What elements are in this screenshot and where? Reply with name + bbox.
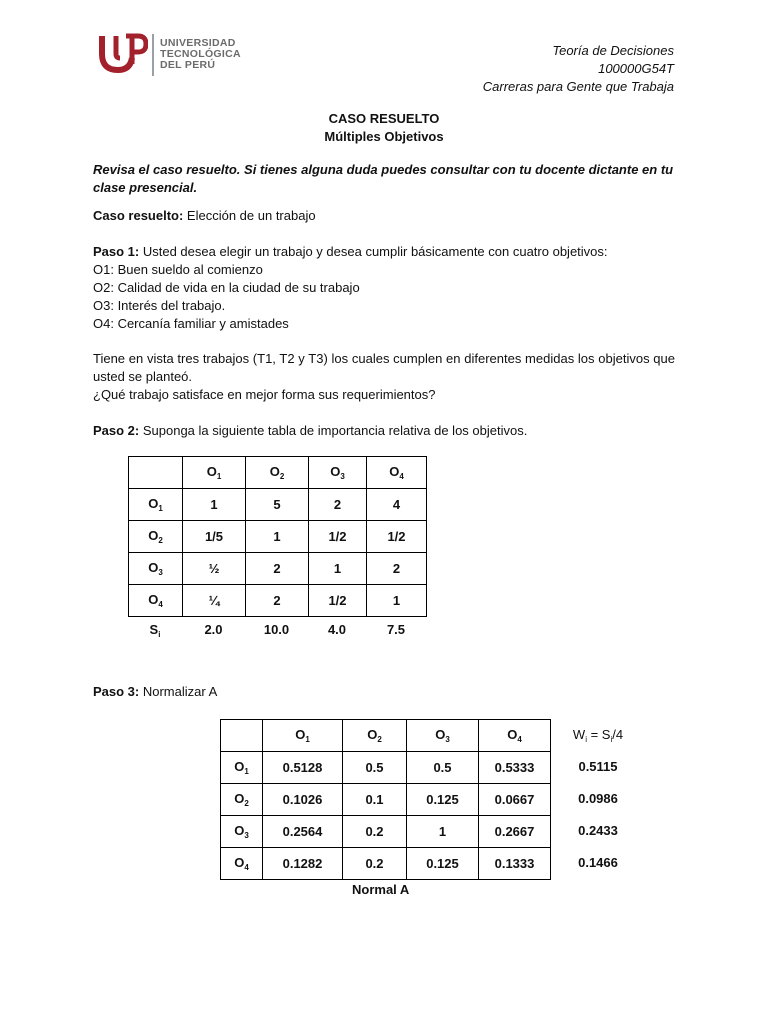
- table-cell: 2: [309, 489, 367, 521]
- course-code: 100000G54T: [598, 61, 674, 76]
- sum-value: 10.0: [263, 622, 290, 637]
- table-cell: ¼: [183, 585, 246, 617]
- table-cell: 0.125: [407, 784, 479, 816]
- step2-line: [93, 422, 675, 440]
- table-corner-cell: [129, 457, 183, 489]
- col-header: $O_2$: [343, 720, 407, 752]
- table-cell: 1/2: [309, 585, 367, 617]
- utp-logo: [90, 22, 260, 86]
- step2-label: Paso 2:: [93, 423, 140, 438]
- table-cell: 1/2: [309, 521, 367, 553]
- sum-value: 4.0: [327, 622, 347, 637]
- sum-value: 7.5: [386, 622, 406, 637]
- case-line: [93, 207, 675, 225]
- col-header: $O_1$: [183, 457, 246, 489]
- step2-text: Suponga la siguiente tabla de importancia relativa de los objetivos.: [139, 423, 528, 438]
- case-text: Elección de un trabajo: [183, 208, 316, 223]
- doc-title: CASO RESUELTO: [328, 111, 440, 126]
- step1-label: Paso 1:: [93, 244, 140, 259]
- weights-header: $W_i = S_i/4$: [572, 727, 624, 744]
- table-cell: 0.1: [343, 784, 407, 816]
- objective-4: O4: Cercanía familiar y amistades: [93, 316, 289, 331]
- table-cell: 2: [367, 553, 427, 585]
- university-name: UNIVERSIDAD TECNOLÓGICA DEL PERÚ: [160, 37, 241, 71]
- table-row: [221, 784, 551, 816]
- table-row: [221, 848, 551, 880]
- table-row: [221, 752, 551, 784]
- table-cell: 0.2667: [479, 816, 551, 848]
- row-header: $O_3$: [129, 553, 183, 585]
- table-row: [129, 489, 427, 521]
- sum-label: $S_i$: [149, 622, 161, 639]
- step1-question: ¿Qué trabajo satisface en mejor forma sus requerimientos?: [93, 387, 436, 402]
- objective-2: O2: Calidad de vida en la ciudad de su trabajo: [93, 280, 360, 295]
- utp-logo-mark: [96, 32, 148, 76]
- table-row: [129, 553, 427, 585]
- importance-table: [128, 456, 427, 617]
- table-cell: 0.5333: [479, 752, 551, 784]
- row-header: $O_1$: [129, 489, 183, 521]
- table-caption: Normal A: [352, 882, 410, 897]
- step1-block: [93, 243, 675, 333]
- col-header: $O_3$: [309, 457, 367, 489]
- table-cell: 0.5: [343, 752, 407, 784]
- col-header: $O_2$: [246, 457, 309, 489]
- col-header: $O_1$: [263, 720, 343, 752]
- step1-paragraph: Tiene en vista tres trabajos (T1, T2 y T3) los cuales cumplen en diferentes medidas los objetivos que usted se planteó.: [93, 351, 675, 384]
- table-cell: 0.0667: [479, 784, 551, 816]
- case-label: Caso resuelto:: [93, 208, 184, 223]
- objective-3: O3: Interés del trabajo.: [93, 298, 226, 313]
- table-cell: 1: [183, 489, 246, 521]
- table-row: [221, 816, 551, 848]
- table-cell: 0.125: [407, 848, 479, 880]
- objective-1: O1: Buen sueldo al comienzo: [93, 262, 263, 277]
- table-cell: 1: [407, 816, 479, 848]
- course-name: Teoría de Decisiones: [552, 43, 674, 58]
- col-header: $O_4$: [479, 720, 551, 752]
- table-header-row: [221, 720, 551, 752]
- logo-divider: [152, 34, 154, 76]
- table-row: [129, 585, 427, 617]
- table-cell: 1: [309, 553, 367, 585]
- row-header: $O_4$: [221, 848, 263, 880]
- weight-value: 0.5115: [578, 759, 618, 774]
- weight-value: 0.2433: [578, 823, 618, 838]
- step3-line: [93, 683, 675, 701]
- program-name: Carreras para Gente que Trabaja: [482, 79, 674, 94]
- header-info: [483, 42, 674, 96]
- step1-text: Usted desea elegir un trabajo y desea cumplir básicamente con cuatro objetivos:: [139, 244, 608, 259]
- table-cell: 0.2: [343, 848, 407, 880]
- table-cell: 0.1333: [479, 848, 551, 880]
- intro-text: Revisa el caso resuelto. Si tienes alguna duda puedes consultar con tu docente dictante en tu clase presencial.: [93, 162, 674, 195]
- table-cell: 1: [246, 521, 309, 553]
- table-cell: 4: [367, 489, 427, 521]
- table-header-row: [129, 457, 427, 489]
- table-corner-cell: [221, 720, 263, 752]
- col-header: $O_4$: [367, 457, 427, 489]
- table-cell: 0.1282: [263, 848, 343, 880]
- step3-text: Normalizar A: [139, 684, 218, 699]
- table-cell: 0.5: [407, 752, 479, 784]
- table-cell: 2: [246, 585, 309, 617]
- step3-label: Paso 3:: [93, 684, 140, 699]
- table-cell: 1/5: [183, 521, 246, 553]
- sum-value: 2.0: [204, 622, 223, 637]
- normalized-table: [220, 719, 551, 880]
- table-cell: 5: [246, 489, 309, 521]
- step1-line: [93, 243, 675, 261]
- table-cell: 0.2: [343, 816, 407, 848]
- weight-value: 0.0986: [578, 791, 618, 806]
- table-cell: 1/2: [367, 521, 427, 553]
- table-cell: 0.2564: [263, 816, 343, 848]
- table-row: [129, 521, 427, 553]
- col-header: $O_3$: [407, 720, 479, 752]
- row-header: $O_4$: [129, 585, 183, 617]
- table-cell: 2: [246, 553, 309, 585]
- weight-value: 0.1466: [578, 855, 618, 870]
- table-cell: ½: [183, 553, 246, 585]
- row-header: $O_2$: [129, 521, 183, 553]
- table-cell: 1: [367, 585, 427, 617]
- table-cell: 0.5128: [263, 752, 343, 784]
- table-cell: 0.1026: [263, 784, 343, 816]
- row-header: $O_3$: [221, 816, 263, 848]
- row-header: $O_1$: [221, 752, 263, 784]
- doc-subtitle: Múltiples Objetivos: [324, 129, 444, 144]
- row-header: $O_2$: [221, 784, 263, 816]
